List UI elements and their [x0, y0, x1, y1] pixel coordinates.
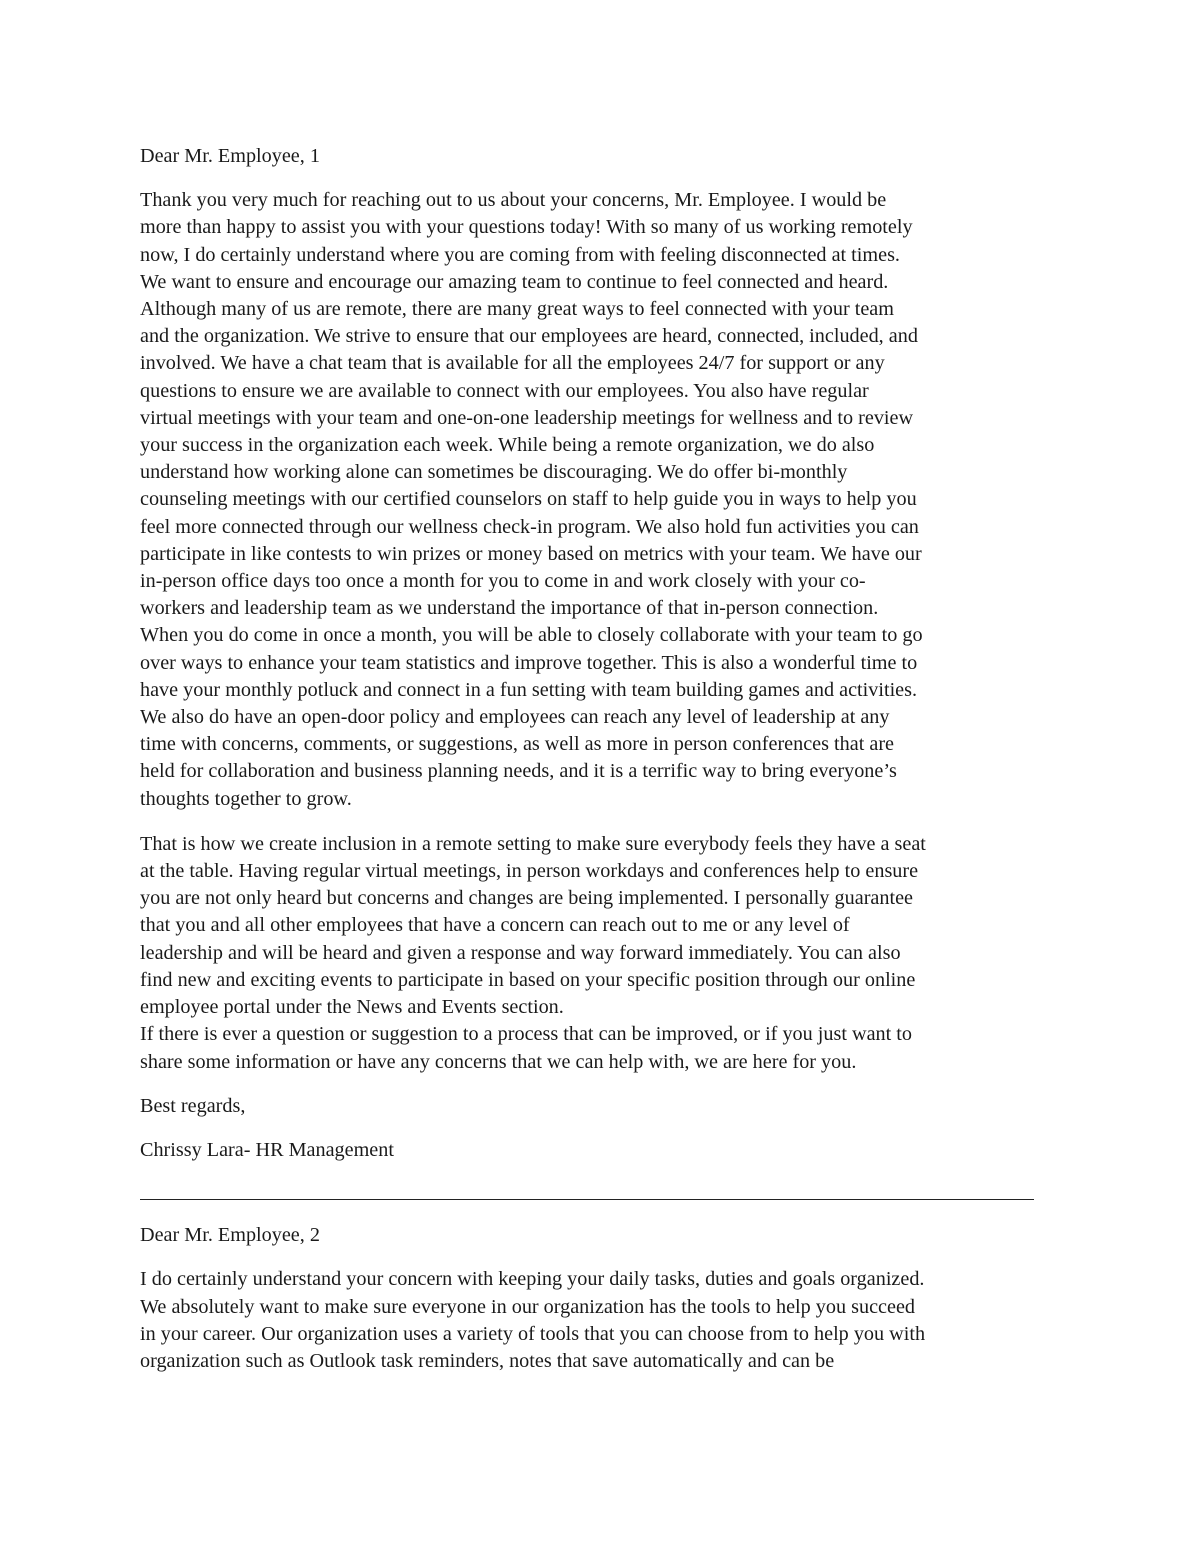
document-body: [140, 143, 1070, 1375]
section-divider: [140, 1199, 1034, 1200]
letter-1-closing: Best regards,: [140, 1094, 246, 1117]
letter-1-signature: Chrissy Lara- HR Management: [140, 1138, 394, 1161]
letter-1-paragraph-1: Thank you very much for reaching out to us about your concerns, Mr. Employee. I would be more than happy to assist you with your questions today! With so many of us working remotely now, I do certainly understand where you are coming from with feeling disconnected at times. We want to ensure and encourage our amazing team to continue to feel connected and heard. Although many of us are remote, there are many great ways to feel connected with your team and the organization. We strive to ensure that our employees are heard, connected, included, and involved. We have a chat team that is available for all the employees 24/7 for support or any questions to ensure we are available to connect with our employees. You also have regular virtual meetings with your team and one-on-one leadership meetings for wellness and to review your success in the organization each week. While being a remote organization, we do also understand how working alone can sometimes be discouraging. We do offer bi-monthly counseling meetings with our certified counselors on staff to help guide you in ways to help you feel more connected through our wellness check-in program. We also hold fun activities you can participate in like contests to win prizes or money based on metrics with your team. We have our in-person office days too once a month for you to come in and work closely with your co- workers and leadership team as we understand the importance of that in-person connection. When you do come in once a month, you will be able to closely collaborate with your team to go over ways to enhance your team statistics and improve together. This is also a wonderful time to have your monthly potluck and connect in a fun setting with team building games and activities. We also do have an open-door policy and employees can reach any level of leadership at any time with concerns, comments, or suggestions, as well as more in person conferences that are held for collaboration and business planning needs, and it is a terrific way to bring everyone’s thoughts together to grow.: [140, 189, 923, 810]
letter-1-paragraph-3: If there is ever a question or suggestion to a process that can be improved, or if you just want to share some information or have any concerns that we can help with, we are here for you.: [140, 1023, 912, 1073]
letter-2-paragraph-1: I do certainly understand your concern with keeping your daily tasks, duties and goals organized. We absolutely want to make sure everyone in our organization has the tools to help you succeed in your career. Our organization uses a variety of tools that you can choose from to help you with organization such as Outlook task reminders, notes that save automatically and can be: [140, 1268, 926, 1372]
letter-1-paragraph-2: That is how we create inclusion in a remote setting to make sure everybody feels they have a seat at the table. Having regular virtual meetings, in person workdays and conferences help to ensure you are not only heard but concerns and changes are being implemented. I personally guarantee that you and all other employees that have a concern can reach out to me or any level of leadership and will be heard and given a response and way forward immediately. You can also find new and exciting events to participate in based on your specific position through our online employee portal under the News and Events section.: [140, 832, 926, 1019]
letter-1-greeting: Dear Mr. Employee, 1: [140, 145, 320, 167]
letter-2-greeting: Dear Mr. Employee, 2: [140, 1224, 320, 1247]
